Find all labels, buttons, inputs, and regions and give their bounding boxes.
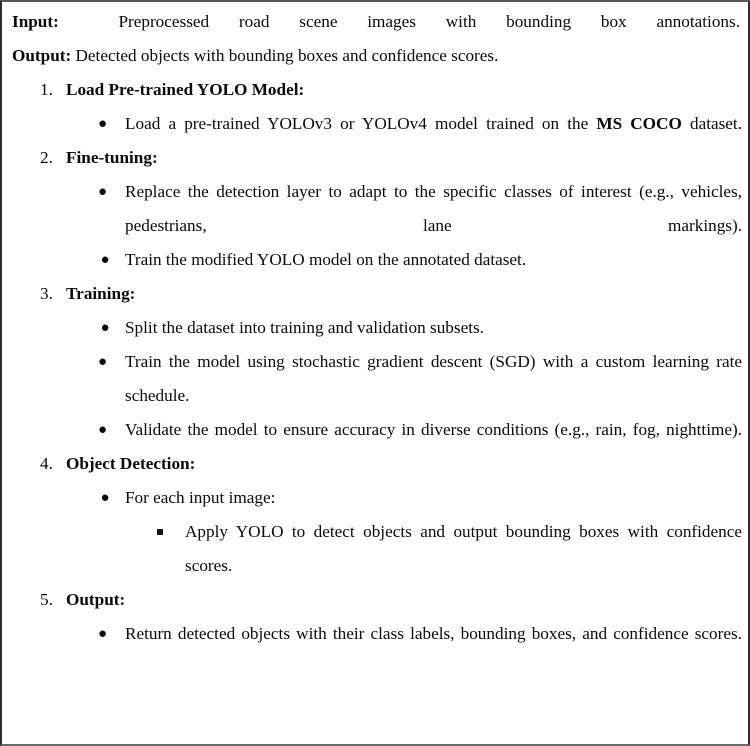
bullet-text: Replace the detection layer to adapt to the specific classes of interest (e.g., vehicles, pedestrians, lane markings). <box>125 182 742 235</box>
step-heading <box>10 141 742 175</box>
step-title: Object Detection: <box>66 454 196 473</box>
input-line <box>10 5 742 39</box>
bullet-dot-icon: ● <box>98 354 108 370</box>
list-item <box>10 345 742 413</box>
list-item <box>10 243 742 277</box>
output-label: Output: <box>12 46 72 65</box>
input-text: Preprocessed road scene images with bounding box annotations. <box>118 12 740 31</box>
list-item <box>10 481 742 515</box>
step-heading <box>10 277 742 311</box>
step-number: 4. <box>40 454 53 473</box>
bullet-dot-icon: ● <box>100 252 110 268</box>
sub-bullet-text: Apply YOLO to detect objects and output bounding boxes with confidence scores. <box>185 522 742 575</box>
bullet-text-before-bold: Load a pre-trained YOLOv3 or YOLOv4 model trained on the <box>125 114 597 133</box>
step-heading <box>10 73 742 107</box>
list-item <box>10 107 742 141</box>
input-spacer <box>59 12 119 31</box>
bullet-text: Split the dataset into training and validation subsets. <box>125 318 484 337</box>
input-label: Input: <box>12 12 59 31</box>
bullet-dot-icon: ● <box>98 626 108 642</box>
step-number: 1. <box>40 80 53 99</box>
bullet-text: Validate the model to ensure accuracy in diverse conditions (e.g., rain, fog, nighttime). <box>125 420 742 439</box>
bullet-text: Return detected objects with their class labels, bounding boxes, and confidence scores. <box>125 624 742 643</box>
step-title: Output: <box>66 590 126 609</box>
bullet-dot-icon: ● <box>98 422 108 438</box>
step-heading <box>10 583 742 617</box>
step-title: Training: <box>66 284 136 303</box>
step-number: 2. <box>40 148 53 167</box>
bullet-text-after-bold: dataset. <box>681 114 742 133</box>
square-bullet-icon <box>157 529 163 535</box>
bullet-text: Train the modified YOLO model on the annotated dataset. <box>125 250 527 269</box>
list-item <box>10 617 742 651</box>
algorithm-body <box>10 5 742 651</box>
sub-list-item <box>10 515 742 583</box>
bullet-text-bold: MS COCO <box>596 114 682 133</box>
list-item <box>10 175 742 243</box>
list-item <box>10 413 742 447</box>
step-number: 3. <box>40 284 53 303</box>
step-title: Load Pre-trained YOLO Model: <box>66 80 305 99</box>
step-heading <box>10 447 742 481</box>
step-title: Fine-tuning: <box>66 148 158 167</box>
bullet-text: Train the model using stochastic gradient descent (SGD) with a custom learning rate schedule. <box>125 352 742 405</box>
output-line <box>10 39 742 73</box>
bullet-dot-icon: ● <box>98 116 108 132</box>
bullet-text: For each input image: <box>125 488 276 507</box>
output-text: Detected objects with bounding boxes and confidence scores. <box>75 46 499 65</box>
bullet-dot-icon: ● <box>98 184 108 200</box>
bullet-dot-icon: ● <box>100 490 110 506</box>
list-item <box>10 311 742 345</box>
bullet-dot-icon: ● <box>100 320 110 336</box>
step-number: 5. <box>40 590 53 609</box>
